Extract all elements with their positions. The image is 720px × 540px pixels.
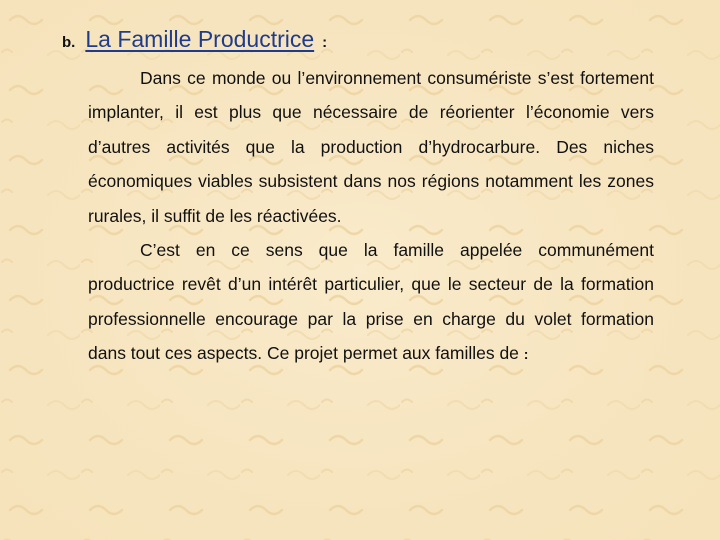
body-text (88, 61, 654, 372)
paragraph-2-trailing-colon: : (523, 346, 529, 363)
paragraph-1-text: Dans ce monde ou l’environnement consumériste s’est fortement implanter, il est plus que nécessaire de réorienter l’économie vers d’autres activités que la production d’hydrocarbure. Des niches économiques viables subsistent dans nos régions notamment les zones rurales, il suffit de les réactivées. (88, 68, 654, 226)
section-heading (62, 26, 327, 53)
section-letter: b. (62, 34, 76, 51)
paragraph-1 (88, 61, 654, 233)
paragraph-2 (88, 233, 654, 372)
section-colon: : (322, 34, 328, 51)
paragraph-2-text: C’est en ce sens que la famille appelée communément productrice revêt d’un intérêt particulier, que le secteur de la formation professionnelle encourage par la prise en charge du volet formation dans tout ces aspects. Ce projet permet aux familles de (88, 240, 654, 364)
section-title: La Famille Productrice (85, 26, 315, 52)
